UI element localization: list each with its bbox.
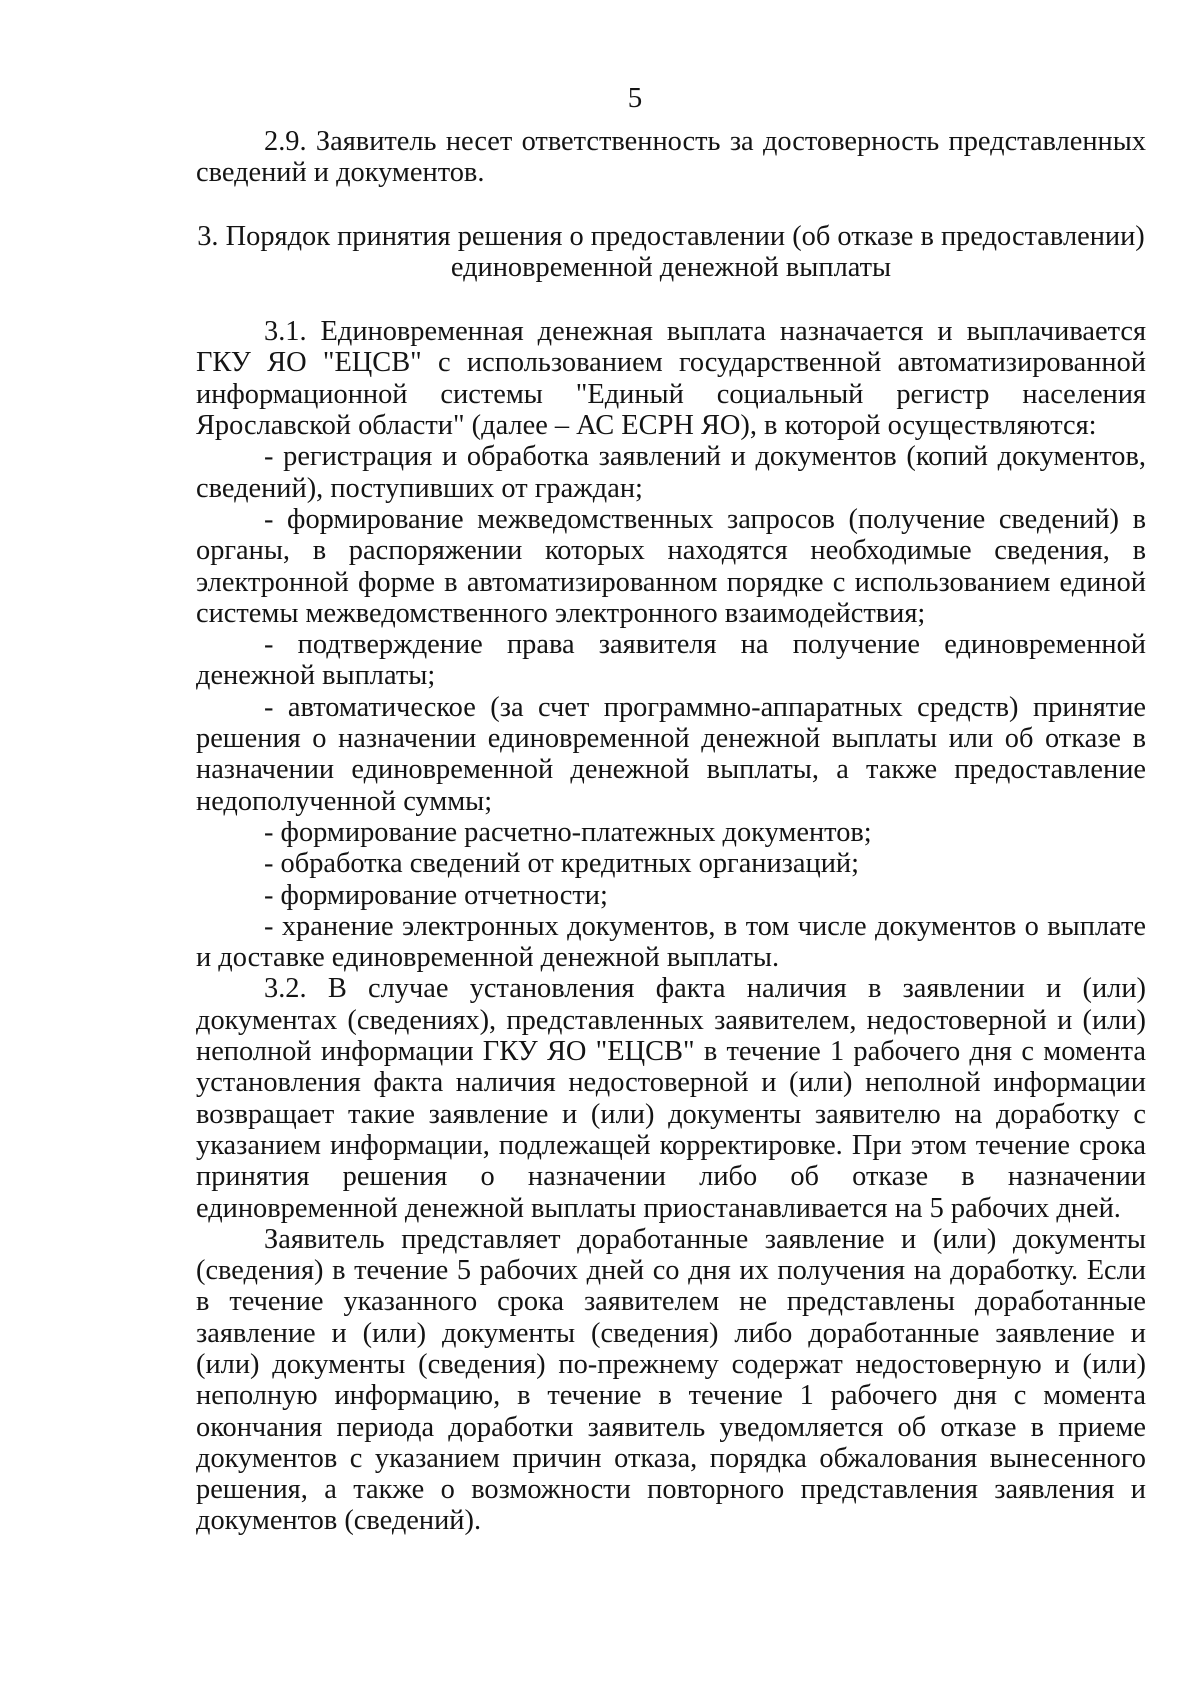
page-number: 5: [627, 82, 643, 114]
list-item-payment-documents: - формирование расчетно-платежных документов;: [264, 816, 872, 848]
paragraph-applicant-revision: Заявитель представляет доработанные заявление и (или) документы (сведения) в течение 5 рабочих дней со дня их получения на доработку. Если в течение указанного срока заявителем не представлены доработанные заявление и (или) документы (сведения) либо доработанные заявление и (или) документы (сведения) по-прежнему содержат недостоверную и (или) неполную информацию, в течение в течение 1 рабочего дня с момента окончания периода доработки заявитель уведомляется об отказе в приеме документов с указанием причин отказа, порядка обжалования вынесенного решения, а также о возможности повторного представления заявления и документов (сведений).: [196, 1223, 1146, 1537]
list-item-storage: - хранение электронных документов, в том числе документов о выплате и доставке единовременной денежной выплаты.: [196, 910, 1146, 974]
paragraph-2-9: 2.9. Заявитель несет ответственность за достоверность представленных сведений и документов.: [196, 126, 1146, 189]
list-item-credit-organizations: - обработка сведений от кредитных организаций;: [264, 848, 859, 880]
list-item-right-confirmation: - подтверждение права заявителя на получение единовременной денежной выплаты;: [196, 629, 1146, 692]
list-item-reporting: - формирование отчетности;: [264, 879, 608, 911]
document-body: [196, 126, 1146, 1537]
list-item-interagency-requests: - формирование межведомственных запросов (получение сведений) в органы, в распоряжении которых находятся необходимые сведения, в электронной форме в автоматизированном порядке с использованием единой системы межведомственного электронного взаимодействия;: [196, 503, 1146, 629]
list-item-registration: - регистрация и обработка заявлений и документов (копий документов, сведений), поступивших от граждан;: [196, 441, 1146, 504]
paragraph-3-1: 3.1. Единовременная денежная выплата назначается и выплачивается ГКУ ЯО "ЕЦСВ" с использованием государственной автоматизированной информационной системы "Единый социальный регистр населения Ярославской области" (далее – АС ЕСРН ЯО), в которой осуществляются:: [196, 316, 1146, 442]
section-title-line-2: единовременной денежной выплаты: [450, 251, 892, 283]
section-3-title: [196, 221, 1146, 284]
section-title-line-1: 3. Порядок принятия решения о предоставлении (об отказе в предоставлении): [197, 220, 1145, 252]
paragraph-3-2: 3.2. В случае установления факта наличия в заявлении и (или) документах (сведениях), представленных заявителем, недостоверной и (или) неполной информации ГКУ ЯО "ЕЦСВ" в течение 1 рабочего дня с момента установления факта наличия недостоверной и (или) неполной информации возвращает такие заявление и (или) документы заявителю на доработку с указанием информации, подлежащей корректировке. При этом течение срока принятия решения о назначении либо об отказе в назначении единовременной денежной выплаты приостанавливается на 5 рабочих дней.: [196, 973, 1146, 1224]
list-item-automatic-decision: - автоматическое (за счет программно-аппаратных средств) принятие решения о назначении единовременной денежной выплаты или об отказе в назначении единовременной денежной выплаты, а также предоставление недополученной суммы;: [196, 691, 1146, 817]
